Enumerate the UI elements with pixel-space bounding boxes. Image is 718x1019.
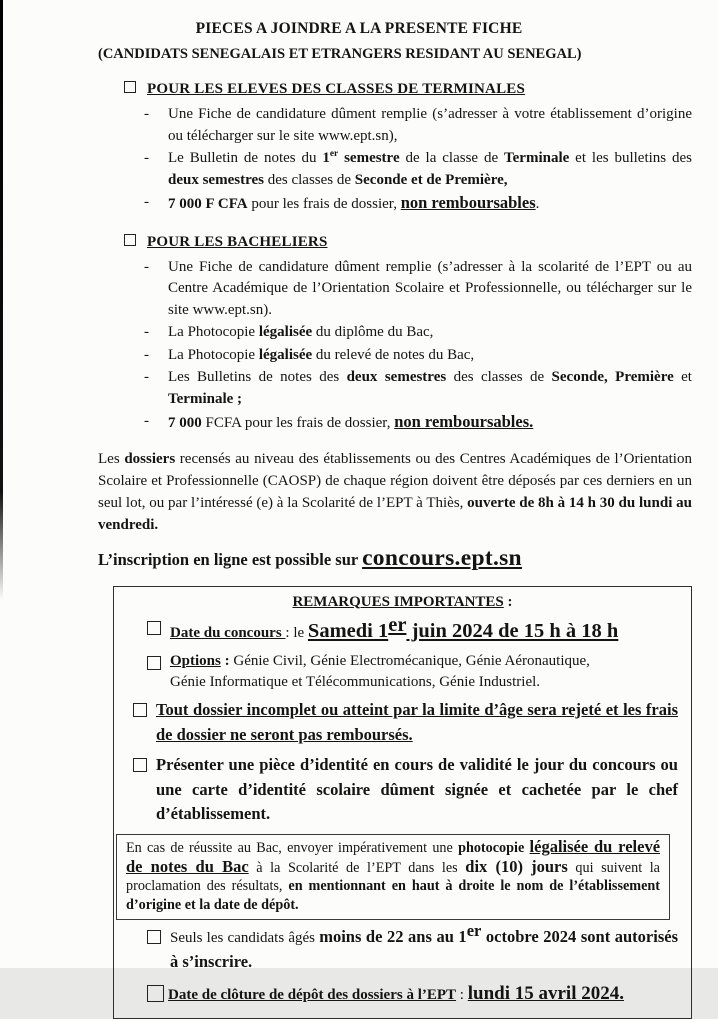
section-bacheliers-heading xyxy=(124,231,692,251)
remark-limite-age xyxy=(147,925,678,975)
paragraph-dossiers: Les dossiers recensés au niveau des établissements ou des Centres Académiques de l’Orientation Scolaire et Professionnelle (CAOSP) de chaque région doivent être déposés par ces derniers en un seul lot, ou par l’intéressé (e) à la Scolarité de l’EPT à Thiès, ouverte de 8h à 14 h 30 du lundi au vendredi. xyxy=(98,448,692,536)
checkbox-icon xyxy=(147,930,161,944)
checkbox-icon xyxy=(147,621,161,635)
dash-bullet: - xyxy=(144,411,168,433)
list-item xyxy=(144,257,692,322)
remark-text: Options : Génie Civil, Génie Electromécanique, Génie Aéronautique, Génie Informatique et Télécommunications, Génie Industriel. xyxy=(170,651,678,693)
list-item xyxy=(144,322,692,344)
section-heading-label: POUR LES ELEVES DES CLASSES DE TERMINALES xyxy=(147,81,525,98)
page-subtitle: (CANDIDATS SENEGALAIS ET ETRANGERS RESIDANT AU SENEGAL) xyxy=(98,46,692,63)
dash-bullet: - xyxy=(144,148,168,170)
section-terminales-heading xyxy=(124,78,692,98)
list-item-text: 7 000 F CFA pour les frais de dossier, non remboursables. xyxy=(168,192,692,216)
remark-piece-identite xyxy=(133,753,678,827)
dash-bullet: - xyxy=(144,104,168,126)
remark-text: Présenter une pièce d’identité en cours de validité le jour du concours ou une carte d’identité scolaire dûment signée et cachetée par le chef d’établissement. xyxy=(156,753,678,827)
dash-bullet: - xyxy=(144,322,168,344)
list-item-text: 7 000 FCFA pour les frais de dossier, non remboursables. xyxy=(168,411,692,435)
dash-bullet: - xyxy=(144,367,168,389)
dash-bullet: - xyxy=(144,192,168,214)
list-item-text: Les Bulletins de notes des deux semestres des classes de Seconde, Première et Terminale ; xyxy=(168,367,692,410)
dash-bullet: - xyxy=(144,257,168,279)
dash-bullet: - xyxy=(144,345,168,367)
section-heading-label: POUR LES BACHELIERS xyxy=(147,234,328,251)
list-item xyxy=(144,345,692,367)
remarks-box xyxy=(113,586,692,1019)
list-item xyxy=(144,367,692,410)
bacheliers-list xyxy=(98,257,692,435)
checkbox-icon xyxy=(124,234,136,246)
remark-date-cloture xyxy=(147,980,678,1009)
list-item-text: Une Fiche de candidature dûment remplie (s’adresser à votre établissement d’origine ou télécharger sur le site www.ept.sn), xyxy=(168,104,692,147)
checkbox-icon xyxy=(147,985,164,1002)
remark-text: Date du concours : le Samedi 1er juin 2024 de 15 h à 18 h xyxy=(170,616,678,647)
checkbox-icon xyxy=(133,703,147,717)
list-item xyxy=(144,192,692,216)
terminales-list xyxy=(98,104,692,216)
list-item-text: La Photocopie légalisée du relevé de notes du Bac, xyxy=(168,345,692,367)
remark-text: Tout dossier incomplet ou atteint par la limite d’âge sera rejeté et les frais de dossier ne seront pas remboursés. xyxy=(156,698,678,748)
checkbox-icon xyxy=(124,81,136,93)
remarks-title: REMARQUES IMPORTANTES : xyxy=(127,594,678,611)
remark-date-du-concours xyxy=(147,616,678,647)
list-item xyxy=(144,411,692,435)
checkbox-icon xyxy=(133,758,147,772)
remark-text: Seuls les candidats âgés moins de 22 ans au 1er octobre 2024 sont autorisés à s’inscrire. xyxy=(170,925,678,975)
list-item-text: Le Bulletin de notes du 1er semestre de la classe de Terminale et les bulletins des deux semestres des classes de Seconde et de Première, xyxy=(168,148,692,191)
list-item-text: La Photocopie légalisée du diplôme du Bac, xyxy=(168,322,692,344)
remark-text: Date de clôture de dépôt des dossiers à l’EPT : lundi 15 avril 2024. xyxy=(168,980,678,1009)
list-item xyxy=(144,148,692,191)
checkbox-icon xyxy=(147,656,161,670)
list-item-text: Une Fiche de candidature dûment remplie (s’adresser à la scolarité de l’EPT ou au Centre Académique de l’Orientation Scolaire et Professionnelle, ou télécharger sur le site www.ept.sn). xyxy=(168,257,692,322)
note-bac-box: En cas de réussite au Bac, envoyer impérativement une photocopie légalisée du relevé de notes du Bac à la Scolarité de l’EPT dans les dix (10) jours qui suivent la proclamation des résultats, en mentionnant en haut à droite le nom de l’établissement d’origine et la date de dépôt. xyxy=(116,834,670,920)
remark-options xyxy=(147,651,678,693)
list-item xyxy=(144,104,692,147)
remark-dossier-incomplet xyxy=(133,698,678,748)
scan-edge-artifact xyxy=(0,0,3,600)
page-title: PIECES A JOINDRE A LA PRESENTE FICHE xyxy=(26,20,692,38)
inscription-line: L’inscription en ligne est possible sur concours.ept.sn xyxy=(98,543,692,576)
